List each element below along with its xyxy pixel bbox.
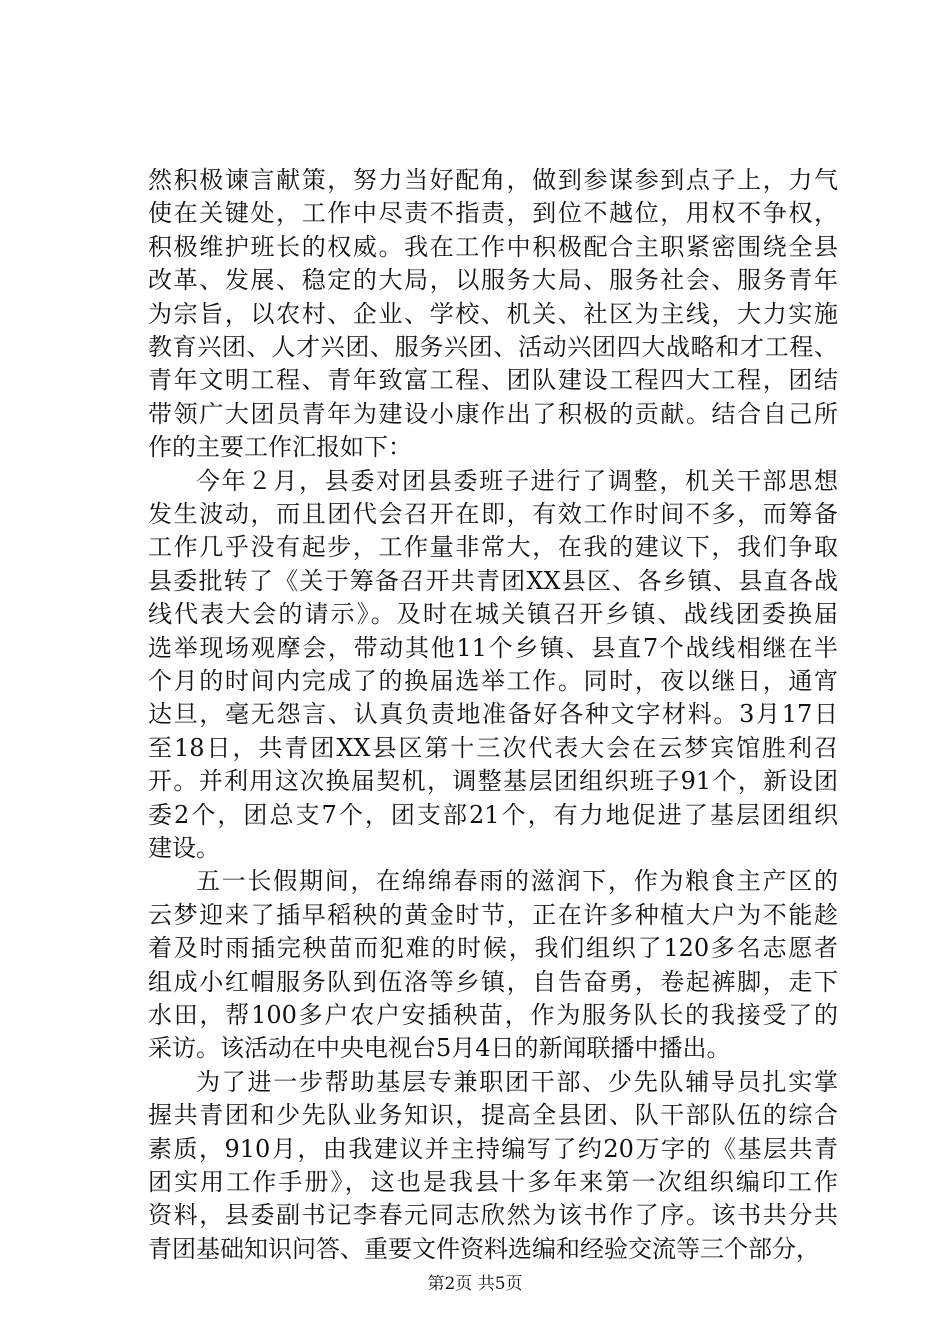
text-line: 改革、发展、稳定的大局，以服务大局、服务社会、服务青年 [148,266,838,294]
text-line: 着及时雨插完秧苗而犯难的时候，我们组织了120多名志愿者 [148,934,838,962]
text-line: 发生波动，而且团代会召开在即，有效工作时间不多，而筹备 [148,500,838,528]
text-line: 团实用工作手册》，这也是我县十多年来第一次组织编印工作 [148,1168,838,1196]
text-line: 至18日，共青团XX县区第十三次代表大会在云梦宾馆胜利召 [148,734,838,762]
text-line: 为宗旨，以农村、企业、学校、机关、社区为主线，大力实施 [148,300,838,328]
text-line: 使在关键处，工作中尽责不指责，到位不越位，用权不争权， [148,199,838,227]
text-line: 建设。 [148,834,220,862]
text-line: 个月的时间内完成了的换届选举工作。同时，夜以继日，通宵 [148,667,838,695]
paragraph-first-line: 为了进一步帮助基层专兼职团干部、少先队辅导员扎实掌 [196,1068,838,1096]
text-line: 工作几乎没有起步，工作量非常大，在我的建议下，我们争取 [148,533,838,561]
text-line: 水田，帮100多户农户安插秧苗，作为服务队长的我接受了的 [148,1001,838,1029]
text-line: 达旦，毫无怨言、认真负责地准备好各种文字材料。3月17日 [148,700,838,728]
text-line: 委2个，团总支7个，团支部21个，有力地促进了基层团组织 [148,801,838,829]
text-line: 积极维护班长的权威。我在工作中积极配合主职紧密围绕全县 [148,233,838,261]
text-line: 县委批转了《关于筹备召开共青团XX县区、各乡镇、县直各战 [148,567,838,595]
paragraph-first-line: 今年２月，县委对团县委班子进行了调整，机关干部思想 [196,467,838,495]
text-line: 作的主要工作汇报如下： [148,433,412,461]
text-line: 然积极谏言献策，努力当好配角，做到参谋参到点子上，力气 [148,166,838,194]
text-line: 开。并利用这次换届契机，调整基层团组织班子91个，新设团 [148,767,838,795]
text-line: 线代表大会的请示》。及时在城关镇召开乡镇、战线团委换届 [148,600,838,628]
text-line: 选举现场观摩会，带动其他11个乡镇、县直7个战线相继在半 [148,634,838,662]
text-line: 组成小红帽服务队到伍洛等乡镇，自告奋勇，卷起裤脚，走下 [148,968,838,996]
text-line: 资料，县委副书记李春元同志欣然为该书作了序。该书共分共 [148,1201,838,1229]
text-line: 素质，910月，由我建议并主持编写了约20万字的《基层共青 [148,1135,838,1163]
text-line: 教育兴团、人才兴团、服务兴团、活动兴团四大战略和才工程、 [148,333,838,361]
text-line: 握共青团和少先队业务知识，提高全县团、队干部队伍的综合 [148,1101,838,1129]
text-line: 青年文明工程、青年致富工程、团队建设工程四大工程，团结 [148,366,838,394]
page-footer: 第2页 共5页 [427,1274,523,1294]
text-line: 云梦迎来了插早稻秧的黄金时节，正在许多种植大户为不能趁 [148,901,838,929]
paragraph-first-line: 五一长假期间，在绵绵春雨的滋润下，作为粮食主产区的 [196,867,838,895]
text-line: 带领广大团员青年为建设小康作出了积极的贡献。结合自己所 [148,400,838,428]
text-line: 采访。该活动在中央电视台5月4日的新闻联播中播出。 [148,1034,731,1062]
text-line: 青团基础知识问答、重要文件资料选编和经验交流等三个部分， [148,1235,820,1263]
